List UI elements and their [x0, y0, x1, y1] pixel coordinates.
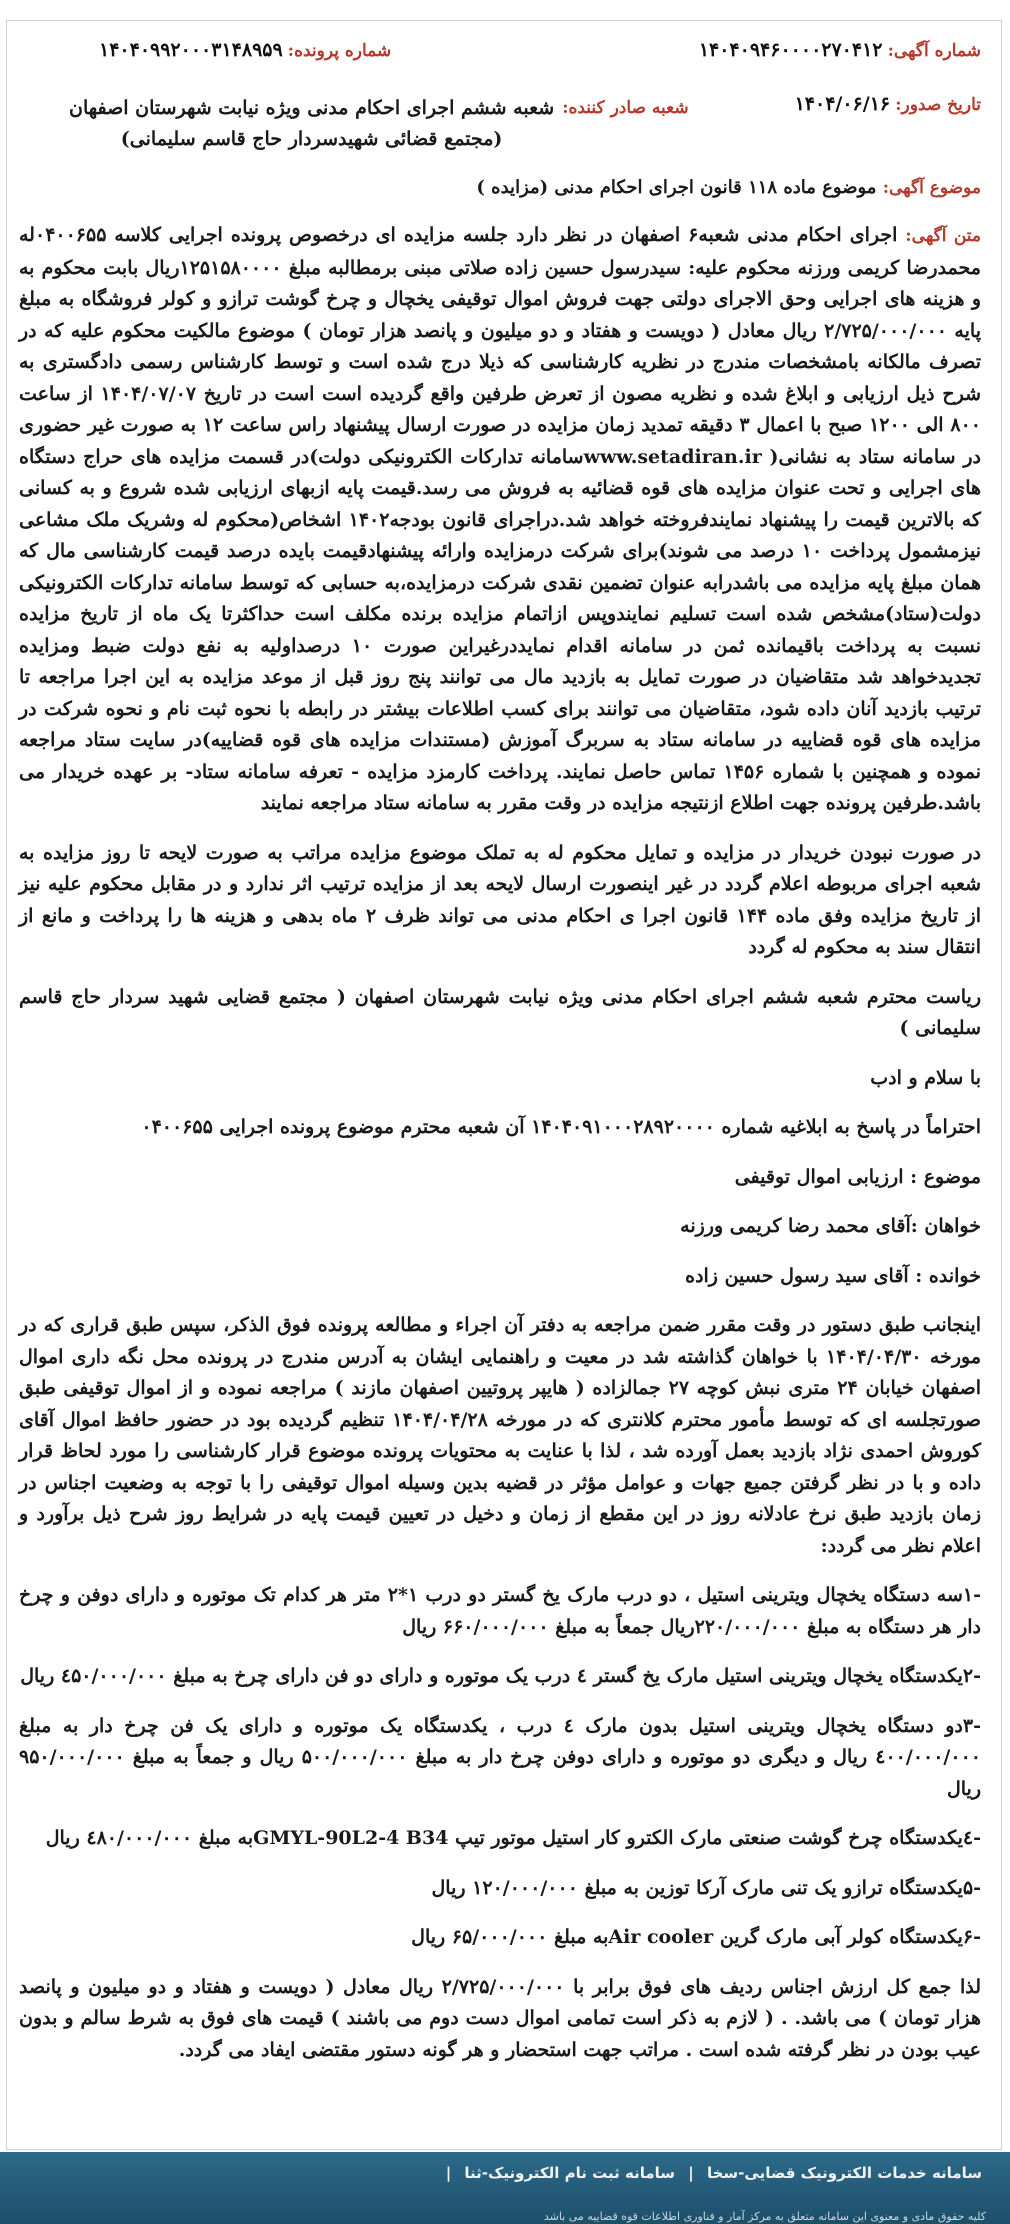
subject-label: موضوع آگهی: [882, 178, 981, 198]
defendant-line: خوانده : آقای سید رسول حسین زاده [685, 1264, 981, 1287]
paragraph-1: اجرای احکام مدنی شعبه۶ اصفهان در نظر دارد جلسه مزایده ای درخصوص پرونده اجرایی کلاسه ۰۴۰۰۶۵۵له محمدرضا کریمی ورزنه محکوم علیه: سیدرسول حسین زاده صلاتی مبنی برمطالبه مبلغ ۱۲۵۱۵۸۰۰۰۰ریال بابت محکوم به و هزینه های اجرایی وحق الاجرای دولتی جهت فروش اموال توقیفی یخچال و چرخ گوشت ترازو و کولر فروشگاه به مبلغ پایه ۲/۷۲۵/۰۰۰/۰۰۰ ریال معادل ( دویست و هفتاد و دو میلیون و پانصد هزار تومان ) موضوع مالکیت محکوم علیه که در تصرف مالکانه بامشخصات مندرج در نظریه کارشناسی که ذیلا درج شده است و توسط کارشناس رسمی دادگستری به شرح ذیل ارزیابی و ابلاغ شده و نظریه مصون از تعرض طرفین واقع گردیده است است در تاریخ ۱۴۰۴/۰۷/۰۷ از ساعت ۸۰۰ الی ۱۲۰۰ صبح با اعمال ۳ دقیقه تمدید زمان مزایده در صورت ارسال پیشنهاد راس ساعت ۱۲ به صورت غیر حضوری در سامانه ستاد به نشانی( www.setadiran.irسامانه تدارکات الکترونیکی دولت)در قسمت مزایده های حراج دستگاه های اجرایی و تحت عنوان مزایده های قوه قضائیه به فروش می رسد.قیمت پایه ازبهای ارزیابی شده شروع و به کسانی که بالاترین قیمت را پیشنهاد نمایندفروخته خواهد شد.دراجرای قانون بودجه۱۴۰۲ اشخاص(محکوم له وشریک ملک مشاعی نیزمشمول پرداخت ۱۰ درصد می شوند)برای شرکت درمزایده وارائه پیشنهادقیمت بایده درصد قیمت کارشناسی مال که همان مبلغ پایه مزایده می باشدرابه عنوان تضمین نقدی شرکت درمزایده،به حسابی که توسط سامانه تدارکات الکترونیکی دولت(ستاد)مشخص شده است تسلیم نمایندوپس ازاتمام مزایده برنده مکلف است حداکثرتا یک ماه از تاریخ مزایده نسبت به پرداخت باقیمانده ثمن در سامانه اقدام نمایددرغیراین صورت ۱۰ درصداولیه به نفع دولت ضبط ومزایده تجدیدخواهد شد متقاضیان در صورت تمایل به بازدید مال می توانند پنج روز قبل از موعد مزایده به این اجرا مراجعه تا ترتیب بازدید آنان داده شود، متقاضیان می توانند برای کسب اطلاعات بیشتر در رابطه با نحوه ثبت نام و نحوه شرکت در مزایده های قوه قضاییه در سامانه ستاد به سربرگ آموزش (مستندات مزایده های قوه قضاییه)در سایت ستاد مراجعه نموده و همچنین با شماره ۱۴۵۶ تماس حاصل نمایند. پرداخت کارمزد مزایده - تعرفه سامانه ستاد- بر عهده خریدار می باشد.طرفین پرونده جهت اطلاع ازنتیجه مزایده در وقت مقرر به سامانه ستاد مراجعه نمایند [19, 224, 982, 814]
conclusion: لذا جمع کل ارزش اجناس ردیف های فوق برابر با ۲/۷۲۵/۰۰۰/۰۰۰ ریال معادل ( دویست و هفتاد و دو میلیون و پانصد هزار تومان ) می باشد. . ( لازم به ذکر است تمامی اموال دست دوم می باشند ) قیمت های فوق به شرط سالم و بدون عیب بودن در نظر گرفته شده است . مراتب جهت استحضار و هر گونه دستور مقتضی ایفاد می گردد. [19, 1975, 981, 2061]
file-number-value: ۱۴۰۴۰۹۹۲۰۰۰۳۱۴۸۹۵۹ [99, 39, 283, 61]
report-paragraph: اینجانب طبق دستور در وقت مقرر ضمن مراجعه به دفتر آن اجراء و مطالعه پرونده فوق الذکر، سپس طبق قراری که در مورخه ۱۴۰۴/۰۴/۳۰ با خواهان گذاشته شد در معیت و راهنمایی ایشان به آدرس مندرج در پرونده محل نگه داری اموال اصفهان خیابان ۲۴ متری نبش کوچه ۲۷ جمالزاده ( هایپر پروتیین اصفهان مازند ) مراجعه نموده و از اموال توقیفی طبق صورتجلسه ای که توسط مأمور محترم کلانتری که در مورخه ۱۴۰۴/۰۴/۲۸ تنظیم گردیده بود در حضور حافظ اموال آقای کوروش احمدی نژاد بازدید بعمل آورده شد ، لذا با عنایت به محتویات پرونده موضوع قرار کارشناسی را مورد لحاظ قرار داده و با در نظر گرفتن جمیع جهات و عوامل مؤثر در قضیه بدین وسیله اموال توقیفی را با توجه به وضعیت اجناس در زمان بازدید طبق نرخ عادلانه روز در این مقطع از زمان و دخیل در تعیین قیمت پایه در شرایط روز شرح ذیل برآورد و اعلام نظر می گردد: [19, 1314, 981, 1557]
item-6: -۶یکدستگاه کولر آبی مارک گرین Air coolerبه مبلغ ۶۵/۰۰۰/۰۰۰ ریال [411, 1926, 981, 1948]
item-5: -۵یکدستگاه ترازو یک تنی مارک آرکا توزین به مبلغ ۱۲۰/۰۰۰/۰۰۰ ریال [431, 1876, 981, 1899]
topic-line: موضوع : ارزیابی اموال توقیفی [734, 1165, 981, 1188]
ad-number [699, 39, 981, 61]
issue-date-value: ۱۴۰۴/۰۶/۱۶ [794, 93, 891, 115]
paragraph-2: در صورت نبودن خریدار در مزایده و تمایل محکوم له به تملک موضوع مزایده مراتب به صورت لایحه تا روز مزایده به شعبه اجرای مربوطه اعلام گردد در غیر اینصورت ارسال لایحه بعد از مزایده ترتیب اثر ندارد و در مقابل محکوم علیه نیز از تاریخ مزایده وفق ماده ۱۴۴ قانون اجرا ی احکام مدنی می تواند ظرف ۲ ماه بدهی و هزینه ها را پرداخت و مانع از انتقال سند به محکوم له گردد [19, 841, 981, 958]
file-number [99, 39, 391, 61]
issue-date-label: تاریخ صدور: [895, 95, 981, 115]
item-3: -۳دو دستگاه یخچال ویترینی استیل بدون مارک ٤ درب ، یکدستگاه یک موتوره و دارای یک فن چرخ دار به مبلغ ٤۰۰/۰۰۰/۰۰۰ ریال و دیگری دو موتوره و دارای دوفن چرخ دار به مبلغ ۵۰۰/۰۰۰/۰۰۰ ریال و جمعاً به مبلغ ۹۵۰/۰۰۰/۰۰۰ ریال [19, 1714, 981, 1800]
issuer-value [69, 93, 554, 155]
text-label: متن آگهی: [905, 226, 981, 246]
announcement-text [19, 220, 981, 820]
ad-number-value: ۱۴۰۴۰۹۴۶۰۰۰۰۲۷۰۴۱۲ [698, 39, 883, 61]
ad-number-label: شماره آگهی: [887, 41, 981, 61]
announcement-document [6, 20, 1002, 2150]
issuer [69, 93, 689, 155]
item-4: -٤یکدستگاه چرخ گوشت صنعتی مارک الکترو کار استیل موتور تیپ GMYL-90L2-4 B34به مبلغ ٤۸۰/۰۰۰/۰۰۰ ریال [45, 1827, 981, 1849]
header-row-2 [19, 93, 981, 155]
issuer-label: شعبه صادر کننده: [562, 98, 689, 118]
subject [19, 177, 981, 198]
issuer-line-1: شعبه ششم اجرای احکام مدنی ویژه نیابت شهرستان اصفهان [69, 97, 555, 119]
footer-link-sakha[interactable]: سامانه خدمات الکترونیک قضایی-سخا [706, 2164, 982, 2182]
header-row-1 [19, 39, 981, 79]
issue-date [795, 93, 981, 115]
footer-link-sana[interactable]: سامانه ثبت نام الکترونیک-ثنا [464, 2164, 676, 2182]
footer-copyright: کلیه حقوق مادی و معنوی این سامانه متعلق به مرکز آمار و فناوری اطلاعات قوه قضاییه می باشد [543, 2210, 986, 2223]
reply-line: احتراماً در پاسخ به ابلاغیه شماره ۱۴۰۴۰۹۱۰۰۰۲۸۹۲۰۰۰۰ آن شعبه محترم موضوع پرونده اجرایی ۰۴۰۰۶۵۵ [141, 1116, 981, 1138]
file-number-label: شماره پرونده: [287, 41, 392, 61]
footer-separator: | [688, 2164, 694, 2182]
plaintiff-line: خواهان :آقای محمد رضا کریمی ورزنه [680, 1215, 981, 1237]
footer-separator-end: | [445, 2164, 452, 2182]
subject-text: موضوع ماده ۱۱۸ قانون اجرای احکام مدنی (مزایده ) [476, 177, 877, 198]
addressee: ریاست محترم شعبه ششم اجرای احکام مدنی ویژه نیابت شهرستان اصفهان ( مجتمع قضایی شهید سردار حاج قاسم سلیمانی ) [19, 985, 981, 1039]
greeting: با سلام و ادب [870, 1066, 981, 1089]
issuer-line-2: (مجتمع قضائی شهیدسردار حاج قاسم سلیمانی) [120, 128, 503, 150]
footer-links [442, 2164, 986, 2182]
footer-bar [0, 2152, 1010, 2224]
item-2: -۲یکدستگاه یخچال ویترینی استیل مارک یخ گستر ٤ درب یک موتوره و دارای دو فن دارای چرخ به مبلغ ٤۵۰/۰۰۰/۰۰۰ ریال [20, 1665, 981, 1687]
item-1: -۱سه دستگاه یخچال ویترینی استیل ، دو درب مارک یخ گستر دو درب ۱*۲ متر هر کدام تک موتوره و دارای دوفن و چرخ دار هر دستگاه به مبلغ ۲۲۰/۰۰۰/۰۰۰ریال جمعاً به مبلغ ۶۶۰/۰۰۰/۰۰۰ ریال [19, 1584, 981, 1638]
